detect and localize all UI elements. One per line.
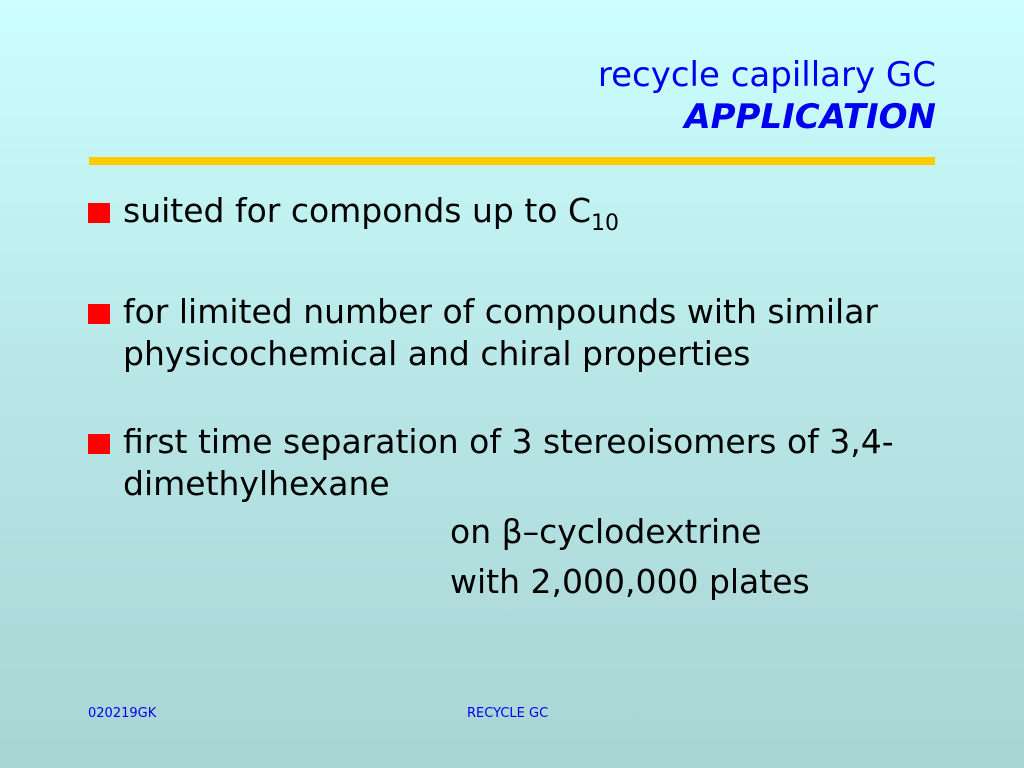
- bullet-item: [88, 190, 948, 245]
- bullet-marker-icon: [88, 203, 110, 223]
- bullet-continuation-line: with 2,000,000 plates: [450, 562, 810, 601]
- bullet-text: first time separation of 3 stereoisomers of 3,4-dimethylhexane: [123, 422, 894, 503]
- bullet-marker-icon: [88, 304, 110, 324]
- footer-code: 020219GK: [88, 706, 157, 721]
- title-line-1: recycle capillary GC: [597, 55, 936, 95]
- title-line-2: APPLICATION: [684, 97, 936, 137]
- footer-title: RECYCLE GC: [467, 706, 549, 721]
- title-divider: [89, 157, 935, 165]
- bullet-subscript: 10: [591, 211, 619, 236]
- bullet-text: for limited number of compounds with similar physicochemical and chiral properties: [123, 292, 878, 373]
- bullet-text: suited for componds up to C: [123, 191, 591, 230]
- bullet-continuation-line: on β–cyclodextrine: [450, 512, 762, 551]
- slide-title: [598, 54, 936, 138]
- bullet-item: [88, 291, 948, 375]
- bullet-marker-icon: [88, 434, 110, 454]
- bullet-item: [88, 421, 948, 605]
- bullet-list: [88, 190, 948, 605]
